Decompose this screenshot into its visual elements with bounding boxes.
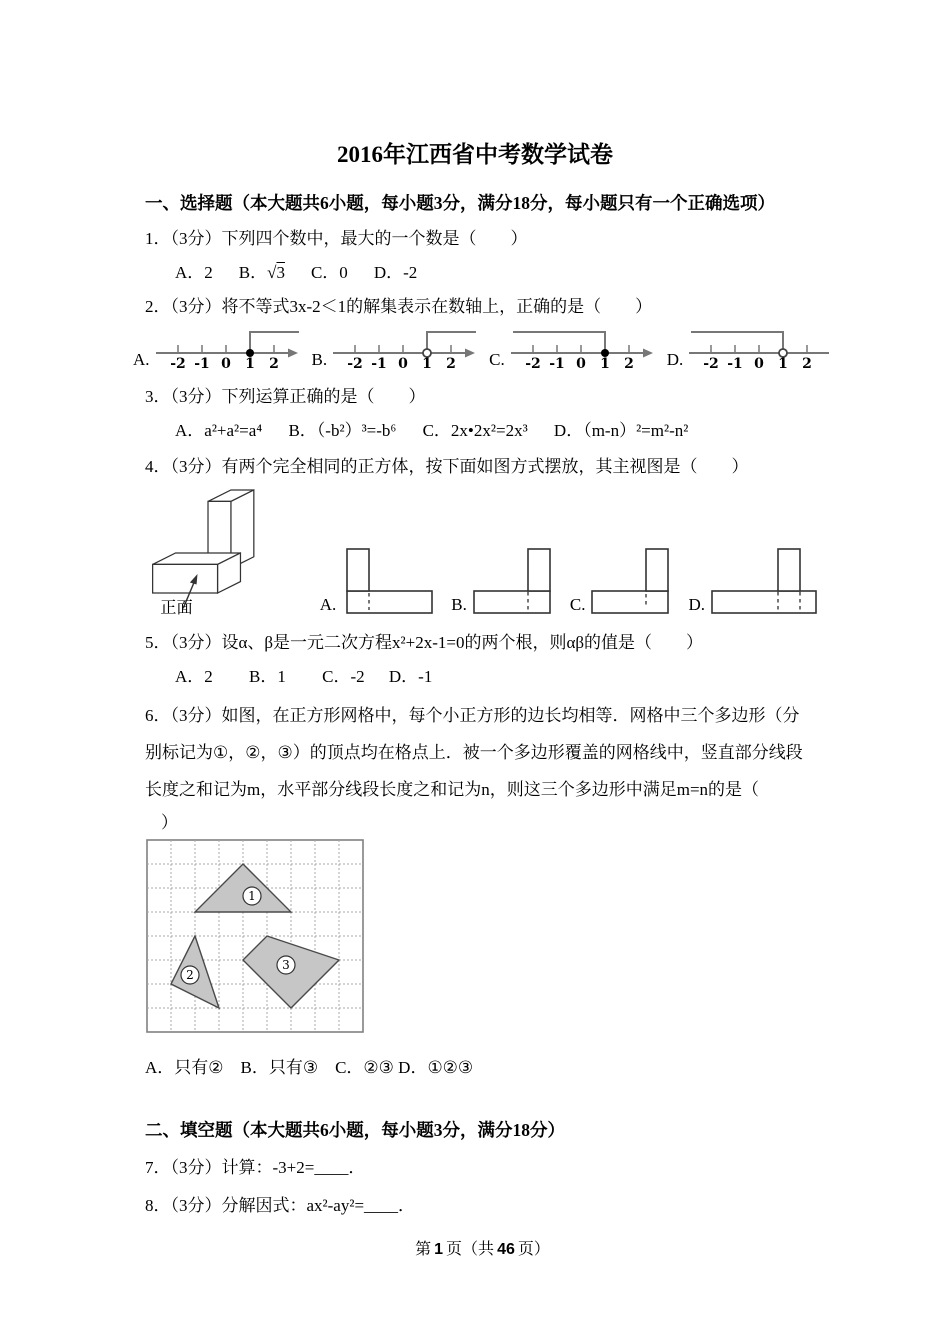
q2-numberline-options — [133, 323, 820, 371]
q4-option-a-label: A. — [319, 595, 337, 614]
svg-text:1: 1 — [778, 356, 789, 371]
q5-option-b: B．1 — [249, 667, 286, 686]
lshape-upright-right-middash-figure — [588, 545, 676, 615]
page-title: 2016年江西省中考数学试卷 — [337, 142, 613, 167]
q6-options: A．只有② B．只有③ C．②③ D．①②③ — [145, 1058, 474, 1077]
q5-options — [145, 665, 820, 689]
q4-option-d-label: D. — [688, 595, 705, 614]
numberline-open-dot-left-figure — [685, 323, 833, 371]
q4-options — [320, 545, 820, 619]
q4-option-c-label: C. — [569, 595, 586, 614]
q3-options — [145, 419, 820, 443]
q4-option-a — [320, 545, 440, 615]
lshape-upright-left-figure — [339, 545, 439, 615]
q4-option-d — [688, 545, 820, 615]
q2-option-d-label: D. — [666, 350, 684, 369]
polygon-3-label: 3 — [282, 958, 290, 972]
q1-stem: 1．（3分）下列四个数中，最大的一个数是（ ） — [145, 229, 528, 248]
q5-option-c: C．-2 — [322, 667, 365, 686]
q7-stem: 7．（3分）计算：-3+2=____． — [145, 1158, 366, 1177]
q2-option-b — [312, 323, 482, 371]
q2-option-c-label: C. — [489, 350, 505, 369]
q5-option-a: A．2 — [175, 667, 213, 686]
exam-content — [0, 191, 950, 1259]
q2-option-c — [489, 323, 659, 371]
footer-page-number: 1 — [434, 1241, 444, 1258]
lshape-upright-inset-twodash-figure — [708, 545, 820, 615]
footer-middle: 页（共 — [446, 1241, 495, 1258]
q1-option-d: D．-2 — [373, 263, 418, 282]
q1-options — [145, 261, 820, 285]
svg-text:2: 2 — [623, 356, 634, 371]
svg-text:-2: -2 — [703, 356, 720, 371]
section1-header: 一、选择题（本大题共6小题，每小题3分，满分18分，每小题只有一个正确选项） — [145, 193, 775, 213]
q3-option-c: C．2x•2x²=2x³ — [422, 421, 528, 440]
footer-prefix: 第 — [415, 1241, 432, 1258]
sqrt-radicand: 3 — [276, 263, 285, 282]
page-footer — [145, 1236, 820, 1259]
q3-stem: 3．（3分）下列运算正确的是（ ） — [145, 387, 426, 406]
q4-option-b — [451, 545, 558, 615]
q4-stem: 4．（3分）有两个完全相同的正方体，按下面如图方式摆放，其主视图是（ ） — [145, 457, 749, 476]
svg-text:1: 1 — [422, 356, 432, 371]
q6-stem-line3: 长度之和记为m，水平部分线段长度之和记为n，则这三个多边形中满足m=n的是（ — [145, 780, 760, 799]
svg-text:-2: -2 — [169, 356, 186, 371]
section2-header: 二、填空题（本大题共6小题，每小题3分，满分18分） — [145, 1120, 565, 1140]
svg-text:2: 2 — [268, 356, 279, 371]
lshape-upright-right-fulldash-figure — [470, 545, 558, 615]
polygon-1-label: 1 — [248, 889, 256, 903]
q6-stem — [145, 697, 820, 838]
svg-text:2: 2 — [446, 356, 456, 371]
svg-text:-2: -2 — [347, 356, 363, 371]
q6-stem-line4: ） — [161, 813, 178, 832]
q3-option-d: D．（m-n）²=m²-n² — [553, 421, 689, 440]
q3-option-b: B．（-b²）³=-b⁶ — [288, 421, 397, 440]
svg-text:1: 1 — [599, 356, 610, 371]
q4-option-c — [570, 545, 677, 615]
numberline-closed-dot-left-figure — [507, 323, 659, 371]
svg-text:-1: -1 — [193, 356, 210, 371]
svg-text:-2: -2 — [524, 356, 541, 371]
svg-text:0: 0 — [754, 356, 765, 371]
sqrt-radical-sign: √ — [267, 263, 277, 282]
polygon-2-label: 2 — [186, 968, 194, 982]
q2-option-a — [133, 323, 304, 371]
q8-stem: 8．（3分）分解因式：ax²-ay²=____． — [145, 1196, 416, 1215]
svg-text:0: 0 — [575, 356, 586, 371]
two-cubes-isometric-figure — [145, 485, 298, 619]
svg-text:2: 2 — [802, 356, 813, 371]
svg-text:0: 0 — [398, 356, 408, 371]
q4-option-b-label: B. — [451, 595, 467, 614]
q1-option-a: A．2 — [175, 263, 213, 282]
svg-text:-1: -1 — [727, 356, 744, 371]
q3-option-a: A．a²+a²=a⁴ — [175, 421, 263, 440]
front-face-label: 正面 — [160, 599, 193, 618]
numberline-open-dot-right-figure — [329, 323, 481, 371]
q2-stem: 2．（3分）将不等式3x-2＜1的解集表示在数轴上，正确的是（ ） — [145, 297, 653, 316]
q5-stem: 5．（3分）设α、β是一元二次方程x²+2x-1=0的两个根，则αβ的值是（ ） — [145, 633, 704, 652]
svg-text:-1: -1 — [371, 356, 387, 371]
q2-option-d — [667, 323, 834, 371]
q5-option-d: D．-1 — [388, 667, 433, 686]
footer-total-pages: 46 — [497, 1241, 515, 1258]
q1-option-b — [239, 263, 285, 282]
svg-text:-1: -1 — [548, 356, 565, 371]
numberline-closed-dot-right-figure — [152, 323, 304, 371]
q4-figure-row — [145, 485, 820, 619]
svg-text:1: 1 — [244, 356, 255, 371]
q1-option-b-label: B． — [238, 263, 268, 282]
q2-option-b-label: B. — [311, 350, 328, 369]
grid-polygons-figure — [145, 838, 365, 1034]
q6-stem-line2: 别标记为①，②，③）的顶点均在格点上．被一个多边形覆盖的网格线中，竖直部分线段 — [145, 743, 803, 762]
q6-stem-line1: 6．（3分）如图，在正方形网格中，每个小正方形的边长均相等．网格中三个多边形（分 — [145, 706, 800, 725]
footer-suffix: 页） — [517, 1241, 550, 1258]
q2-option-a-label: A. — [133, 350, 150, 369]
q1-option-c: C．0 — [310, 263, 348, 282]
svg-text:0: 0 — [220, 356, 231, 371]
